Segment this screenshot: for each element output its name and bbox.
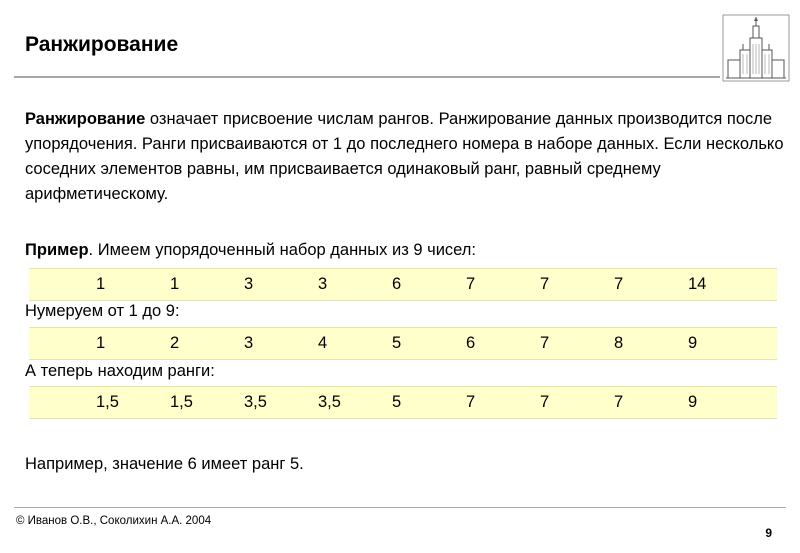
university-building-icon bbox=[722, 14, 790, 82]
data-row-values bbox=[29, 268, 777, 301]
table-cell: 1,5 bbox=[96, 393, 119, 411]
table-cell: 4 bbox=[318, 334, 328, 352]
table-cell: 5 bbox=[392, 334, 402, 352]
page-number: 9 bbox=[765, 526, 772, 540]
data-row-ranks bbox=[29, 386, 777, 419]
intro-paragraph bbox=[25, 107, 785, 207]
table-cell: 1 bbox=[96, 275, 106, 293]
page-title: Ранжирование bbox=[25, 33, 179, 56]
table-cell: 7 bbox=[466, 393, 476, 411]
numbering-line: Нумеруем от 1 до 9: bbox=[25, 302, 180, 320]
table-cell: 6 bbox=[392, 275, 402, 293]
table-cell: 3,5 bbox=[318, 393, 341, 411]
table-cell: 7 bbox=[614, 275, 624, 293]
conclusion-line: Например, значение 6 имеет ранг 5. bbox=[25, 455, 304, 473]
example-text: . Имеем упорядоченный набор данных из 9 чисел: bbox=[88, 241, 477, 259]
table-cell: 1,5 bbox=[170, 393, 193, 411]
table-cell: 2 bbox=[170, 334, 180, 352]
table-cell: 9 bbox=[688, 334, 698, 352]
table-cell: 1 bbox=[96, 334, 106, 352]
intro-term: Ранжирование bbox=[25, 110, 146, 128]
table-cell: 7 bbox=[540, 275, 550, 293]
table-cell: 3,5 bbox=[244, 393, 267, 411]
copyright-text: © Иванов О.В., Соколихин А.А. 2004 bbox=[16, 515, 212, 527]
table-cell: 7 bbox=[540, 334, 550, 352]
table-cell: 7 bbox=[540, 393, 550, 411]
title-divider bbox=[14, 76, 720, 78]
example-label: Пример bbox=[25, 241, 89, 259]
footer-divider bbox=[14, 507, 786, 508]
data-row-numbers bbox=[29, 327, 777, 360]
table-cell: 6 bbox=[466, 334, 476, 352]
table-cell: 9 bbox=[688, 393, 698, 411]
table-cell: 3 bbox=[318, 275, 328, 293]
table-cell: 3 bbox=[244, 334, 254, 352]
table-cell: 8 bbox=[614, 334, 624, 352]
table-cell: 1 bbox=[170, 275, 180, 293]
ranks-line: А теперь находим ранги: bbox=[25, 362, 215, 380]
intro-text: означает присвоение числам рангов. Ранжирование данных производится после упорядочения. Ранги присваиваются от 1 до последнего номера в наборе данных. Если несколько соседних элементов равны, им присваивается одинаковый ранг, равный среднему арифметическому. bbox=[25, 110, 784, 203]
table-cell: 14 bbox=[688, 275, 707, 293]
table-cell: 5 bbox=[392, 393, 402, 411]
table-cell: 3 bbox=[244, 275, 254, 293]
table-cell: 7 bbox=[614, 393, 624, 411]
table-cell: 7 bbox=[466, 275, 476, 293]
example-line bbox=[25, 241, 476, 260]
